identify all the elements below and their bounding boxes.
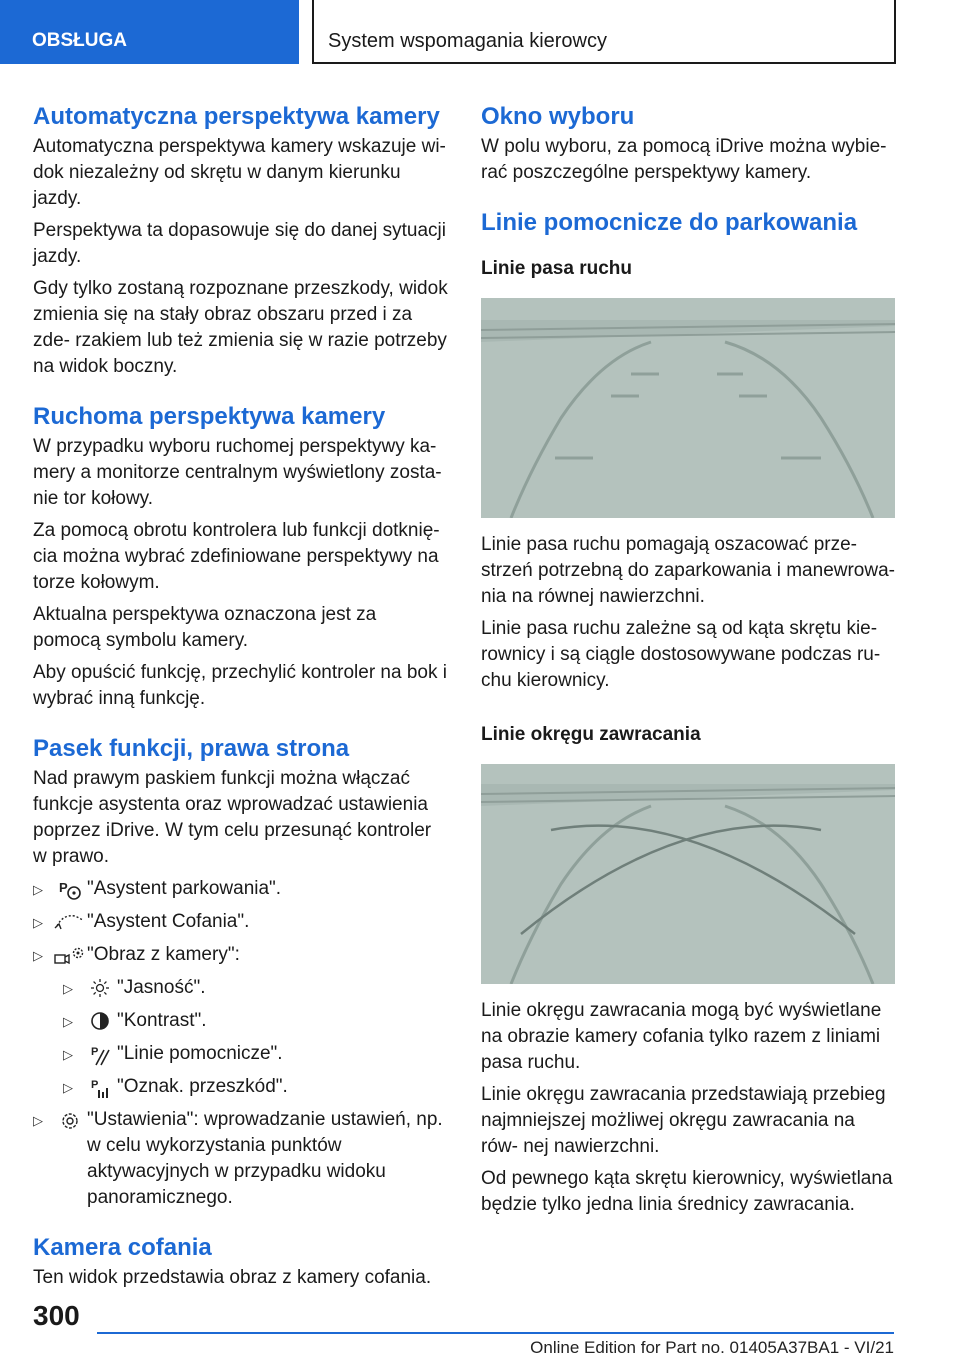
list-item-label: "Kontrast". (117, 1010, 207, 1031)
reversing-assistant-icon (53, 909, 87, 932)
svg-text:P: P (59, 880, 68, 895)
paragraph: Linie okręgu zawracania przedstawiają przebieg najmniejszej możliwej okręgu zawracania na rów‐ nej nawierzchni. (481, 1084, 886, 1157)
list-item (33, 942, 449, 969)
paragraph: Aby opuścić funkcję, przechylić kontroler na bok i wybrać inną funkcję. (33, 662, 447, 709)
camera-image-icon (53, 942, 87, 967)
edition-note: Online Edition for Part no. 01405A37BA1 - VI/21 (530, 1338, 894, 1357)
list-item-label: "Asystent parkowania". (87, 878, 282, 899)
heading-rear-camera: Kamera cofania (33, 1234, 212, 1261)
heading-moving-perspective: Ruchoma perspektywa kamery (33, 403, 386, 430)
page-number: 300 (33, 1300, 80, 1331)
paragraph: W przypadku wyboru ruchomej perspektywy ka‐ mery a monitorze centralnym wyświetlony zosta‐ nie tor kołowy. (33, 436, 442, 509)
paragraph: Od pewnego kąta skrętu kierownicy, wyświetlana będzie tylko jedna linia średnicy zawracania. (481, 1168, 893, 1215)
bullet-triangle-icon: ▷ (63, 1014, 73, 1029)
paragraph: Linie pasa ruchu zależne są od kąta skrętu kie‐ rownicy i są ciągle dostosowywane podczas ru‐ chu kierownicy. (481, 618, 881, 691)
contrast-icon (83, 1008, 117, 1031)
list-item-label: "Ustawienia": wprowadzanie ustawień, np. w celu wykorzystania punktów aktywacyjnych w przypadku widoku panoramicznego. (87, 1109, 443, 1208)
list-subitem (63, 1041, 449, 1068)
list-subitem (63, 1008, 449, 1035)
paragraph: Aktualna perspektywa oznaczona jest za pomocą symbolu kamery. (33, 604, 377, 651)
heading-selection-window: Okno wyboru (481, 103, 635, 130)
paragraph: W polu wyboru, za pomocą iDrive można wybie‐ rać poszczególne perspektywy kamery. (481, 136, 887, 183)
list-subitem (63, 1074, 449, 1101)
settings-gear-icon (53, 1107, 87, 1132)
list-item-label: "Linie pomocnicze". (117, 1043, 283, 1064)
chapter-title: System wspomagania kierowcy (312, 0, 896, 64)
heading-function-bar: Pasek funkcji, prawa strona (33, 735, 350, 762)
list-item (33, 1107, 449, 1211)
bullet-triangle-icon: ▷ (33, 915, 43, 930)
paragraph: Za pomocą obrotu kontrolera lub funkcji dotknię‐ cia można wybrać zdefiniowane perspektywy na torze kołowym. (33, 520, 440, 593)
bullet-triangle-icon: ▷ (33, 948, 43, 963)
list-item (33, 876, 449, 903)
list-item-label: "Oznak. przeszkód". (117, 1076, 288, 1097)
parking-assistant-icon (53, 876, 87, 901)
subheading-lane-lines: Linie pasa ruchu (481, 258, 632, 279)
paragraph: Linie pasa ruchu pomagają oszacować prze‐ strzeń potrzebną do zaparkowania i manewrowa‐ nia na równej nawierzchni. (481, 534, 895, 607)
list-item-label: "Obraz z kamery": (87, 944, 240, 965)
turning-circle-figure (481, 764, 895, 984)
svg-text:P: P (91, 1046, 99, 1058)
paragraph: Perspektywa ta dopasowuje się do danej sytuacji jazdy. (33, 220, 446, 267)
footer-divider (97, 1332, 894, 1334)
paragraph: Automatyczna perspektywa kamery wskazuje wi‐ dok niezależny od skrętu w danym kierunku jazdy. (33, 136, 446, 209)
guide-lines-icon (83, 1041, 117, 1066)
list-subitem (63, 975, 449, 1002)
paragraph: Nad prawym paskiem funkcji można włączać funkcje asystenta oraz wprowadzać ustawienia poprzez iDrive. W tym celu przesunąć kontroler w prawo. (33, 768, 432, 867)
list-item-label: "Jasność". (117, 977, 206, 998)
paragraph: Gdy tylko zostaną rozpoznane przeszkody, widok zmienia się na stały obraz obszaru przed i za zde‐ rzakiem lub też zmienia się w razie potrzeby na widok boczny. (33, 278, 448, 377)
list-item-label: "Asystent Cofania". (87, 911, 250, 932)
right-column (481, 100, 897, 1218)
heading-auto-perspective: Automatyczna perspektywa kamery (33, 103, 440, 130)
bullet-triangle-icon: ▷ (63, 1080, 73, 1095)
section-tab: OBSŁUGA (0, 0, 299, 64)
brightness-icon (83, 975, 117, 998)
paragraph: Linie okręgu zawracania mogą być wyświetlane na obrazie kamery cofania tylko razem z liniami pasa ruchu. (481, 1000, 882, 1073)
bullet-triangle-icon: ▷ (63, 1047, 73, 1062)
svg-text:P: P (91, 1079, 99, 1091)
subheading-turning-lines: Linie okręgu zawracania (481, 724, 701, 745)
lane-lines-figure (481, 298, 895, 518)
heading-parking-lines: Linie pomocnicze do parkowania (481, 209, 858, 236)
bullet-triangle-icon: ▷ (33, 882, 43, 897)
paragraph: Ten widok przedstawia obraz z kamery cofania. (33, 1267, 432, 1288)
bullet-triangle-icon: ▷ (33, 1113, 43, 1128)
list-item (33, 909, 449, 936)
bullet-triangle-icon: ▷ (63, 981, 73, 996)
obstacle-marking-icon (83, 1074, 117, 1099)
left-column (33, 100, 449, 1291)
